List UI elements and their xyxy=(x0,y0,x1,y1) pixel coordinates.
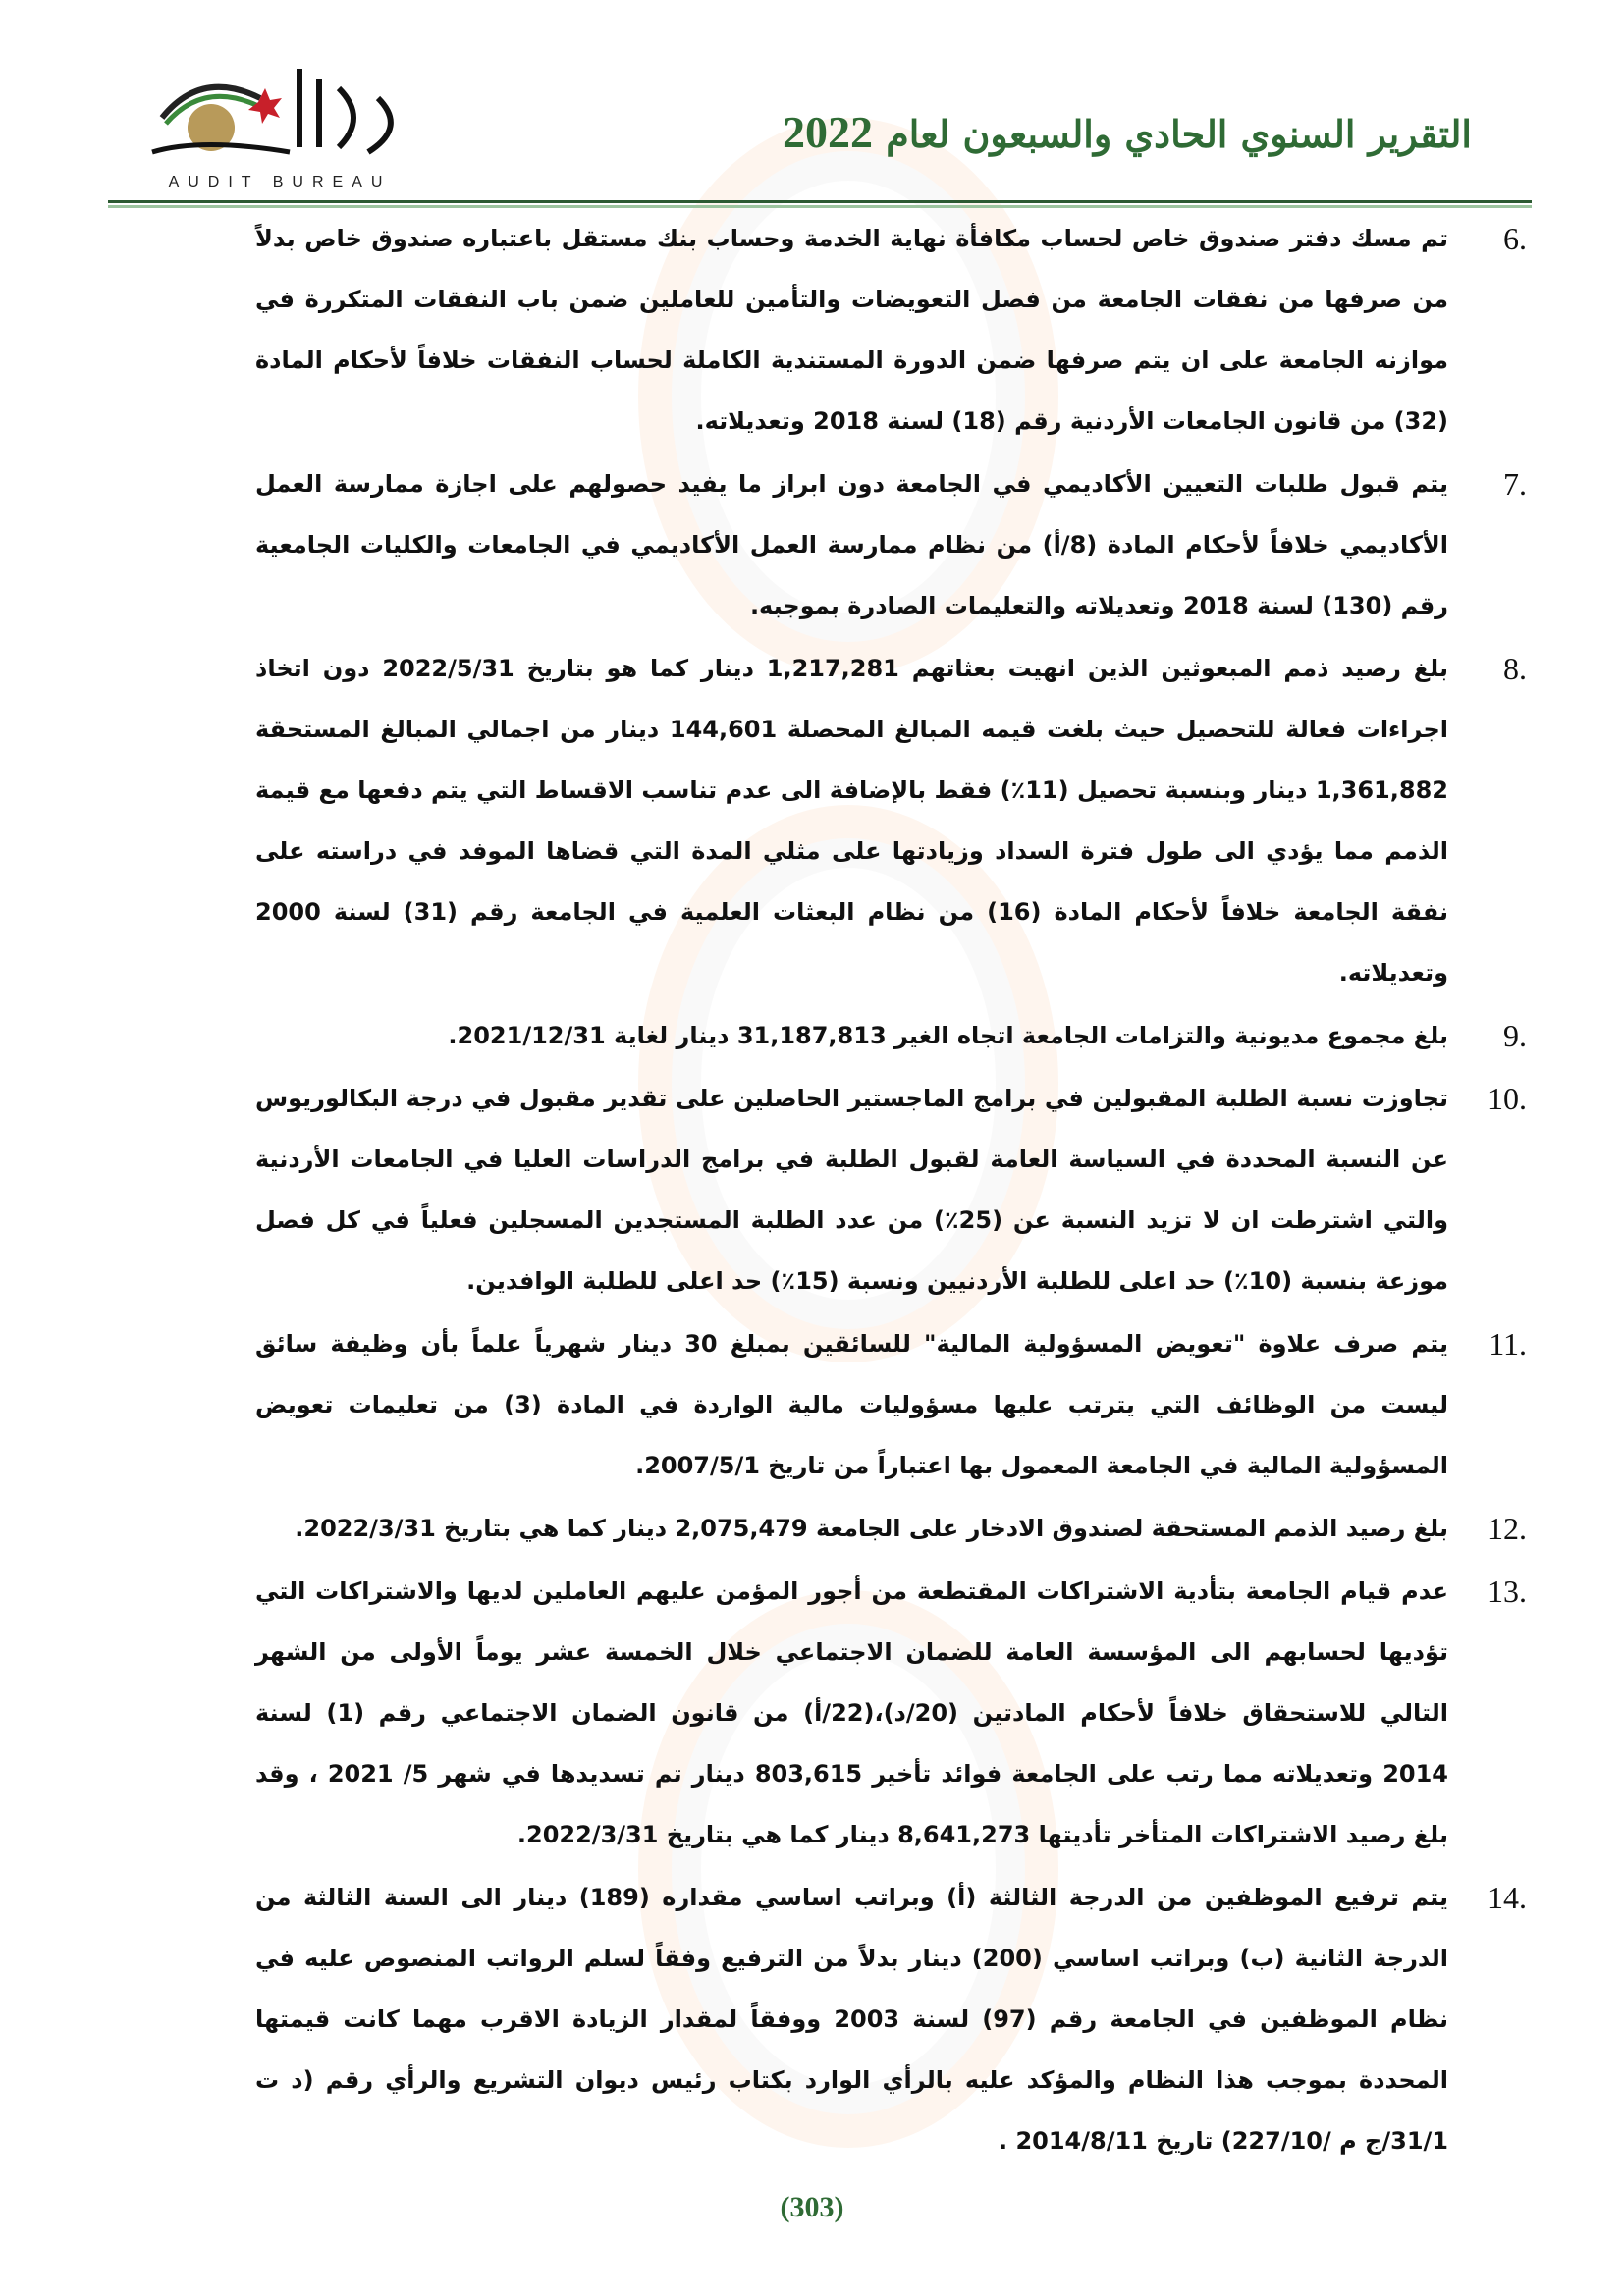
item-number: 6. xyxy=(1503,221,1527,256)
item-text: يتم صرف علاوة "تعويض المسؤولية المالية" للسائقين بمبلغ 30 دينار شهرياً علماً بأن وظيفة سائق ليست من الوظائف التي يترتب عليها مسؤوليات مالية الواردة في المادة (3) من تعليمات تعويض المسؤولية المالية في الجامعة المعمول بها اعتباراً من تاريخ 2007/5/1. xyxy=(255,1330,1448,1479)
item-text: تم مسك دفتر صندوق خاص لحساب مكافأة نهاية الخدمة وحساب بنك مستقل باعتباره صندوق خاص بدلاً من صرفها من نفقات الجامعة من فصل التعويضات والتأمين للعاملين ضمن باب النفقات المتكررة في موازنه الجامعة على ان يتم صرفها ضمن الدورة المستندية الكاملة لحساب النفقات خلافاً لأحكام المادة (32) من قانون الجامعات الأردنية رقم (18) لسنة 2018 وتعديلاته. xyxy=(255,225,1448,435)
item-text: بلغ رصيد ذمم المبعوثين الذين انهيت بعثاتهم 1,217,281 دينار كما هو بتاريخ 2022/5/31 دون اتخاذ اجراءات فعالة للتحصيل حيث بلغت قيمه المبالغ المحصلة 144,601 دينار من اجمالي المبالغ المستحقة 1,361,882 دينار وبنسبة تحصيل (11٪) فقط بالإضافة الى عدم تناسب الاقساط التي يتم دفعها مع قيمة الذمم مما يؤدي الى طول فترة السداد وزيادتها على مثلي المدة التي قضاها الموفد في دراسته على نفقة الجامعة خلافاً لأحكام المادة (16) من نظام البعثات العلمية في الجامعة رقم (31) لسنة 2000 وتعديلاته. xyxy=(255,655,1449,987)
item-number: 10. xyxy=(1488,1081,1527,1116)
report-year: 2022 xyxy=(782,107,873,157)
item-text: بلغ مجموع مديونية والتزامات الجامعة اتجاه الغير 31,187,813 دينار لغاية 2021/12/31. xyxy=(448,1022,1448,1049)
item-number: 11. xyxy=(1489,1326,1527,1362)
report-title-text: التقرير السنوي الحادي والسبعون لعام xyxy=(886,112,1472,156)
audit-bureau-logo xyxy=(142,59,417,191)
item-number: 8. xyxy=(1503,651,1527,686)
item-text: عدم قيام الجامعة بتأدية الاشتراكات المقتطعة من أجور المؤمن عليهم العاملين لديها والاشتراكات التي تؤديها لحسابهم الى المؤسسة العامة للضمان الاجتماعي خلال الخمسة عشر يوماً الأولى من الشهر التالي للاستحقاق خلافاً لأحكام المادتين (20/د)،(22/أ) من قانون الضمان الاجتماعي رقم (1) لسنة 2014 وتعديلاته مما رتب على الجامعة فوائد تأخير 803,615 دينار تم تسديدها في شهر 5/ 2021 ، وقد بلغ رصيد الاشتراكات المتأخر تأديتها 8,641,273 دينار كما هي بتاريخ 2022/3/31. xyxy=(255,1577,1449,1848)
list-item xyxy=(172,1068,1527,1311)
findings-list xyxy=(172,208,1527,2173)
list-item xyxy=(172,638,1527,1003)
logo-subtitle: AUDIT BUREAU xyxy=(168,174,392,190)
list-item xyxy=(172,1561,1527,1865)
item-text: يتم ترفيع الموظفين من الدرجة الثالثة (أ) وبراتب اساسي مقداره (189) دينار الى السنة الثالثة من الدرجة الثانية (ب) وبراتب اساسي (200) دينار بدلاً من الترفيع وفقاً لسلم الرواتب المنصوص عليه في نظام الموظفين في الجامعة رقم (97) لسنة 2003 ووفقاً لمقدار الزيادة الاقرب مهما كانت قيمتها المحددة بموجب هذا النظام والمؤكد عليه بالرأي الوارد بكتاب رئيس ديوان التشريع والرأي رقم (د ت 31/1/ج م /227/10) تاريخ 2014/8/11 . xyxy=(255,1884,1448,2155)
item-number: 14. xyxy=(1488,1880,1527,1915)
item-number: 9. xyxy=(1503,1018,1527,1053)
item-number: 7. xyxy=(1503,466,1527,502)
page-header xyxy=(0,0,1624,211)
list-item xyxy=(172,1005,1527,1066)
header-divider xyxy=(108,200,1532,203)
list-item xyxy=(172,1498,1527,1559)
page-number: (303) xyxy=(780,2191,844,2223)
item-number: 13. xyxy=(1488,1574,1527,1609)
list-item xyxy=(172,208,1527,452)
item-text: تجاوزت نسبة الطلبة المقبولين في برامج الماجستير الحاصلين على تقدير مقبول في درجة البكالوريوس عن النسبة المحددة في السياسة العامة لقبول الطلبة في برامج الدراسات العليا في الجامعات الأردنية والتي اشترطت ان لا تزيد النسبة عن (25٪) من عدد الطلبة المستجدين المسجلين فعلياً في كل فصل موزعة بنسبة (10٪) حد اعلى للطلبة الأردنيين ونسبة (15٪) حد اعلى للطلبة الوافدين. xyxy=(255,1085,1448,1295)
list-item xyxy=(172,454,1527,636)
report-title xyxy=(783,106,1472,158)
item-text: بلغ رصيد الذمم المستحقة لصندوق الادخار على الجامعة 2,075,479 دينار كما هي بتاريخ 2022/3/31. xyxy=(295,1515,1448,1542)
item-number: 12. xyxy=(1488,1511,1527,1546)
item-text: يتم قبول طلبات التعيين الأكاديمي في الجامعة دون ابراز ما يفيد حصولهم على اجازة ممارسة العمل الأكاديمي خلافاً لأحكام المادة (8/أ) من نظام ممارسة العمل الأكاديمي في الجامعات والكليات الجامعية رقم (130) لسنة 2018 وتعديلاته والتعليمات الصادرة بموجبه. xyxy=(255,470,1449,619)
list-item xyxy=(172,1867,1527,2171)
logo-emblem-icon xyxy=(142,59,417,167)
list-item xyxy=(172,1313,1527,1496)
